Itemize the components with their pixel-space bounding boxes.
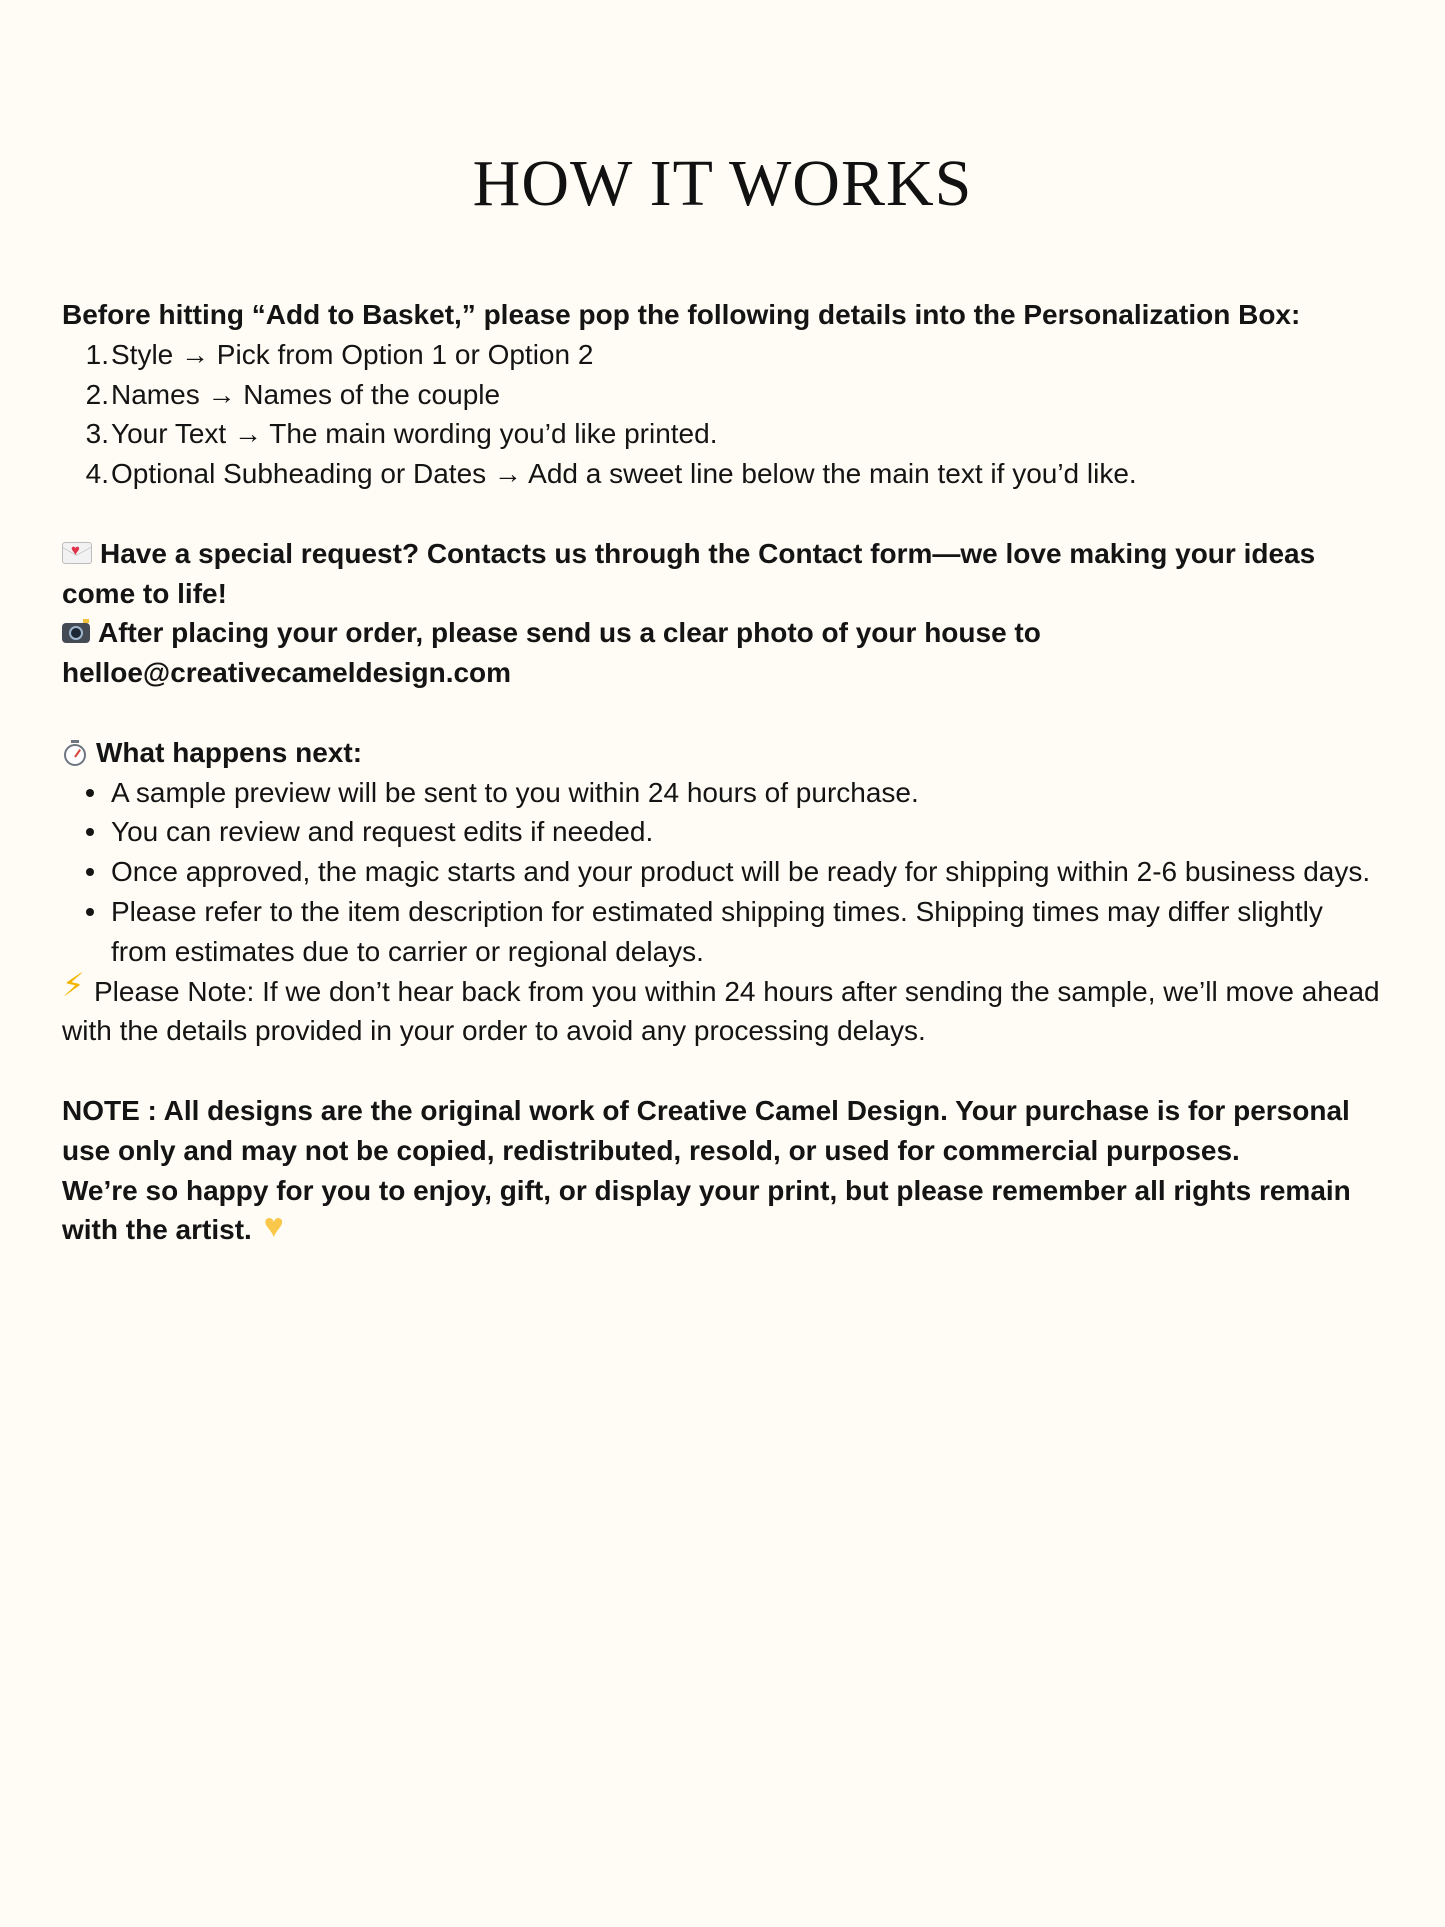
envelope-with-heart-icon (62, 542, 92, 564)
step-number: 2. (85, 378, 109, 410)
bullet-text: A sample preview will be sent to you within 24 hours of purchase. (111, 776, 919, 808)
list-item (62, 892, 1382, 972)
bullet-dot (86, 868, 94, 876)
list-item (62, 375, 1382, 415)
yellow-heart-icon: ♥ (263, 1207, 284, 1246)
photo-request-line (62, 613, 1382, 693)
spacer (62, 1051, 1382, 1091)
personalization-steps-list (62, 335, 1382, 494)
list-item (62, 454, 1382, 494)
list-item (62, 335, 1382, 375)
lightning-icon: ⚡ (62, 966, 85, 1003)
spacer (62, 494, 1382, 534)
closing-text: We’re so happy for you to enjoy, gift, or display your print, but please remember all rights remain with the artist. (62, 1174, 1351, 1246)
copyright-note: NOTE : All designs are the original work of Creative Camel Design. Your purchase is for personal use only and may not be copied, redistributed, resold, or used for commercial purposes. (62, 1094, 1350, 1166)
bullet-text: Please refer to the item description for estimated shipping times. Shipping times may differ slightly from estimates due to carrier or regional delays. (111, 895, 1323, 967)
step-number: 1. (85, 338, 109, 370)
special-request-text: Have a special request? Contacts us through the Contact form—we love making your ideas come to life! (62, 537, 1316, 609)
bullet-text: Once approved, the magic starts and your product will be ready for shipping within 2-6 business days. (111, 856, 1371, 888)
instructions-body (62, 295, 1382, 1250)
bullet-text: You can review and request edits if needed. (111, 816, 654, 848)
intro-text: Before hitting “Add to Basket,” please pop the following details into the Personalization Box: (62, 299, 1301, 330)
photo-request-text: After placing your order, please send us a clear photo of your house to (98, 617, 1041, 649)
step-text: Optional Subheading or Dates → Add a sweet line below the main text if you’d like. (111, 458, 1137, 490)
step-text: Style → Pick from Option 1 or Option 2 (111, 338, 594, 370)
list-item (62, 773, 1382, 813)
contact-email: helloe@creativecameldesign.com (62, 657, 512, 689)
list-item (62, 812, 1382, 852)
please-note-text: Please Note: If we don’t hear back from you within 24 hours after sending the sample, we’ll move ahead with the details provided in your order to avoid any processing delays. (62, 975, 1380, 1047)
spacer (62, 693, 1382, 733)
next-steps-heading: What happens next: (96, 736, 363, 768)
list-item (62, 414, 1382, 454)
special-request-line (62, 534, 1382, 614)
closing-line (62, 1171, 1382, 1251)
bullet-dot (86, 908, 94, 916)
step-number: 3. (85, 418, 109, 450)
step-text: Your Text → The main wording you’d like printed. (111, 418, 718, 450)
please-note-line (62, 966, 1382, 1052)
stopwatch-icon (62, 740, 88, 766)
next-steps-list (62, 773, 1382, 972)
page-title: HOW IT WORKS (472, 147, 973, 220)
camera-icon (62, 623, 90, 643)
step-number: 4. (85, 458, 109, 490)
step-text: Names → Names of the couple (111, 378, 501, 410)
bullet-dot (86, 789, 94, 797)
next-steps-heading-line (62, 733, 1382, 773)
bullet-dot (86, 828, 94, 836)
list-item (62, 852, 1382, 892)
